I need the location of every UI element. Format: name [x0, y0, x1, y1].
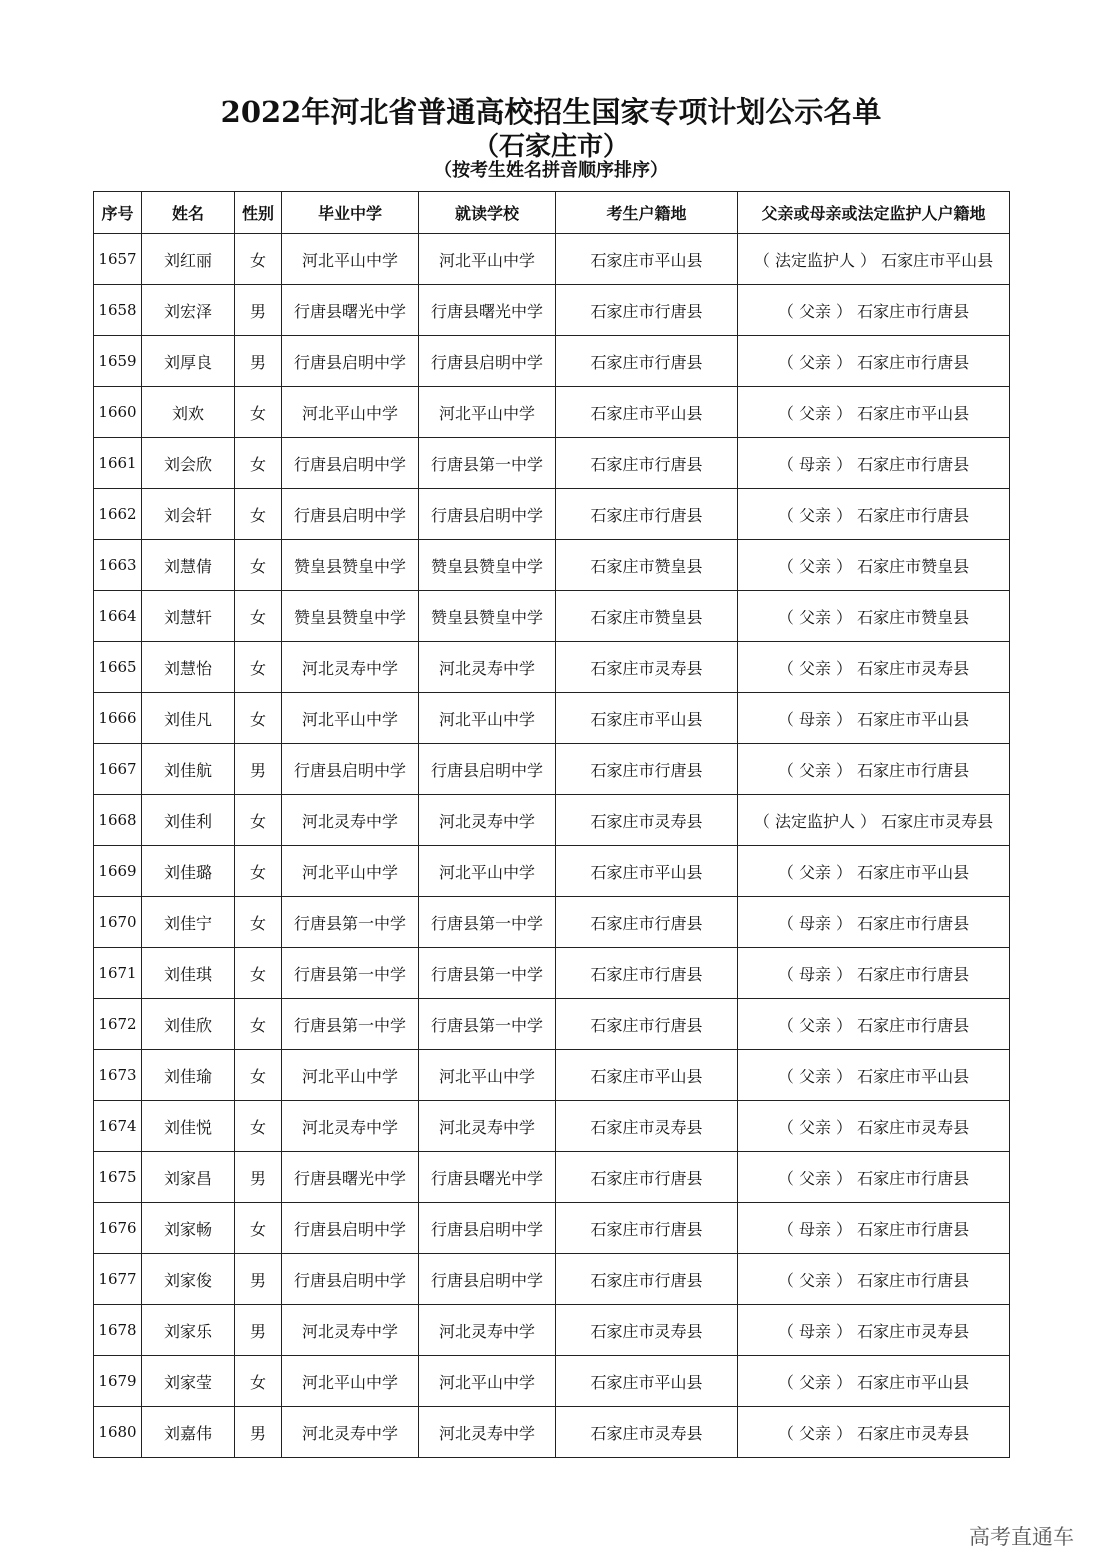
cell-gender: 女 [235, 438, 282, 489]
table-row [94, 642, 1010, 693]
cell-seq: 1658 [94, 285, 142, 336]
cell-current-school: 赞皇县赞皇中学 [419, 591, 556, 642]
cell-graduated-school: 行唐县第一中学 [282, 897, 419, 948]
column-header-gender: 性别 [235, 192, 282, 234]
cell-household: 石家庄市平山县 [556, 234, 738, 285]
cell-graduated-school: 河北灵寿中学 [282, 1305, 419, 1356]
cell-gender: 女 [235, 1101, 282, 1152]
cell-guardian-household: （ 父亲 ） 石家庄市行唐县 [738, 336, 1010, 387]
cell-current-school: 河北灵寿中学 [419, 795, 556, 846]
cell-seq: 1659 [94, 336, 142, 387]
cell-name: 刘家畅 [142, 1203, 235, 1254]
cell-name: 刘欢 [142, 387, 235, 438]
cell-current-school: 行唐县第一中学 [419, 897, 556, 948]
cell-name: 刘佳悦 [142, 1101, 235, 1152]
cell-seq: 1668 [94, 795, 142, 846]
cell-household: 石家庄市灵寿县 [556, 795, 738, 846]
table-row [94, 999, 1010, 1050]
cell-name: 刘嘉伟 [142, 1407, 235, 1458]
cell-name: 刘佳凡 [142, 693, 235, 744]
cell-graduated-school: 河北灵寿中学 [282, 1407, 419, 1458]
cell-gender: 女 [235, 234, 282, 285]
cell-seq: 1667 [94, 744, 142, 795]
table-row [94, 1356, 1010, 1407]
cell-gender: 男 [235, 1407, 282, 1458]
cell-seq: 1661 [94, 438, 142, 489]
cell-name: 刘佳航 [142, 744, 235, 795]
cell-current-school: 河北平山中学 [419, 1050, 556, 1101]
cell-guardian-household: （ 母亲 ） 石家庄市行唐县 [738, 948, 1010, 999]
cell-graduated-school: 河北平山中学 [282, 234, 419, 285]
cell-name: 刘佳琪 [142, 948, 235, 999]
cell-current-school: 行唐县第一中学 [419, 948, 556, 999]
column-header-name: 姓名 [142, 192, 235, 234]
cell-graduated-school: 行唐县曙光中学 [282, 1152, 419, 1203]
cell-graduated-school: 行唐县启明中学 [282, 744, 419, 795]
page-subtitle: （石家庄市） [472, 132, 629, 162]
table-row [94, 1152, 1010, 1203]
cell-guardian-household: （ 父亲 ） 石家庄市平山县 [738, 846, 1010, 897]
cell-name: 刘佳利 [142, 795, 235, 846]
cell-name: 刘慧倩 [142, 540, 235, 591]
cell-current-school: 行唐县启明中学 [419, 1254, 556, 1305]
cell-graduated-school: 行唐县第一中学 [282, 948, 419, 999]
cell-guardian-household: （ 父亲 ） 石家庄市行唐县 [738, 1152, 1010, 1203]
cell-guardian-household: （ 父亲 ） 石家庄市灵寿县 [738, 1407, 1010, 1458]
cell-household: 石家庄市灵寿县 [556, 1101, 738, 1152]
cell-seq: 1675 [94, 1152, 142, 1203]
cell-gender: 男 [235, 744, 282, 795]
table-row [94, 693, 1010, 744]
cell-guardian-household: （ 母亲 ） 石家庄市灵寿县 [738, 1305, 1010, 1356]
cell-name: 刘宏泽 [142, 285, 235, 336]
cell-seq: 1672 [94, 999, 142, 1050]
table-row [94, 897, 1010, 948]
cell-current-school: 行唐县启明中学 [419, 1203, 556, 1254]
table-row [94, 1305, 1010, 1356]
cell-household: 石家庄市平山县 [556, 1050, 738, 1101]
cell-household: 石家庄市赞皇县 [556, 540, 738, 591]
cell-seq: 1657 [94, 234, 142, 285]
cell-gender: 女 [235, 387, 282, 438]
cell-current-school: 行唐县曙光中学 [419, 1152, 556, 1203]
column-header-household: 考生户籍地 [556, 192, 738, 234]
cell-gender: 女 [235, 489, 282, 540]
cell-seq: 1665 [94, 642, 142, 693]
cell-guardian-household: （ 法定监护人 ） 石家庄市平山县 [738, 234, 1010, 285]
cell-household: 石家庄市行唐县 [556, 1203, 738, 1254]
cell-gender: 女 [235, 540, 282, 591]
cell-household: 石家庄市赞皇县 [556, 591, 738, 642]
cell-current-school: 行唐县第一中学 [419, 438, 556, 489]
cell-guardian-household: （ 母亲 ） 石家庄市行唐县 [738, 1203, 1010, 1254]
cell-gender: 女 [235, 1203, 282, 1254]
cell-name: 刘家俊 [142, 1254, 235, 1305]
cell-household: 石家庄市灵寿县 [556, 642, 738, 693]
cell-guardian-household: （ 父亲 ） 石家庄市平山县 [738, 1356, 1010, 1407]
cell-current-school: 河北灵寿中学 [419, 1101, 556, 1152]
cell-name: 刘家昌 [142, 1152, 235, 1203]
cell-household: 石家庄市行唐县 [556, 1254, 738, 1305]
cell-gender: 男 [235, 1254, 282, 1305]
cell-current-school: 河北平山中学 [419, 234, 556, 285]
cell-graduated-school: 河北平山中学 [282, 1050, 419, 1101]
cell-current-school: 河北灵寿中学 [419, 642, 556, 693]
table-row [94, 387, 1010, 438]
cell-seq: 1680 [94, 1407, 142, 1458]
cell-current-school: 赞皇县赞皇中学 [419, 540, 556, 591]
cell-name: 刘会轩 [142, 489, 235, 540]
cell-guardian-household: （ 父亲 ） 石家庄市平山县 [738, 387, 1010, 438]
column-header-graduated-school: 毕业中学 [282, 192, 419, 234]
cell-guardian-household: （ 母亲 ） 石家庄市行唐县 [738, 897, 1010, 948]
cell-household: 石家庄市行唐县 [556, 285, 738, 336]
cell-household: 石家庄市平山县 [556, 1356, 738, 1407]
cell-household: 石家庄市行唐县 [556, 999, 738, 1050]
cell-graduated-school: 行唐县启明中学 [282, 1254, 419, 1305]
cell-name: 刘红丽 [142, 234, 235, 285]
cell-household: 石家庄市平山县 [556, 846, 738, 897]
cell-seq: 1663 [94, 540, 142, 591]
table-row [94, 1050, 1010, 1101]
cell-guardian-household: （ 父亲 ） 石家庄市行唐县 [738, 285, 1010, 336]
cell-current-school: 河北灵寿中学 [419, 1305, 556, 1356]
cell-name: 刘慧轩 [142, 591, 235, 642]
cell-seq: 1673 [94, 1050, 142, 1101]
cell-graduated-school: 行唐县启明中学 [282, 336, 419, 387]
cell-gender: 女 [235, 999, 282, 1050]
cell-gender: 女 [235, 693, 282, 744]
cell-household: 石家庄市灵寿县 [556, 1305, 738, 1356]
table-row [94, 285, 1010, 336]
cell-gender: 男 [235, 1305, 282, 1356]
table-row [94, 438, 1010, 489]
cell-household: 石家庄市行唐县 [556, 948, 738, 999]
cell-seq: 1666 [94, 693, 142, 744]
cell-graduated-school: 河北灵寿中学 [282, 642, 419, 693]
cell-name: 刘佳宁 [142, 897, 235, 948]
cell-household: 石家庄市行唐县 [556, 1152, 738, 1203]
cell-current-school: 行唐县启明中学 [419, 744, 556, 795]
cell-graduated-school: 行唐县启明中学 [282, 1203, 419, 1254]
cell-current-school: 河北平山中学 [419, 846, 556, 897]
cell-gender: 男 [235, 285, 282, 336]
cell-graduated-school: 河北灵寿中学 [282, 1101, 419, 1152]
cell-guardian-household: （ 父亲 ） 石家庄市赞皇县 [738, 540, 1010, 591]
cell-name: 刘会欣 [142, 438, 235, 489]
table-row [94, 1254, 1010, 1305]
cell-guardian-household: （ 父亲 ） 石家庄市行唐县 [738, 744, 1010, 795]
cell-gender: 女 [235, 642, 282, 693]
cell-seq: 1671 [94, 948, 142, 999]
cell-graduated-school: 河北平山中学 [282, 693, 419, 744]
cell-household: 石家庄市行唐县 [556, 438, 738, 489]
column-header-current-school: 就读学校 [419, 192, 556, 234]
page-title: 2022年河北省普通高校招生国家专项计划公示名单 [220, 95, 882, 129]
cell-seq: 1677 [94, 1254, 142, 1305]
table-row [94, 234, 1010, 285]
cell-current-school: 河北平山中学 [419, 1356, 556, 1407]
cell-gender: 女 [235, 591, 282, 642]
cell-seq: 1662 [94, 489, 142, 540]
cell-graduated-school: 赞皇县赞皇中学 [282, 540, 419, 591]
cell-gender: 女 [235, 1356, 282, 1407]
cell-name: 刘佳璐 [142, 846, 235, 897]
cell-gender: 女 [235, 795, 282, 846]
cell-seq: 1674 [94, 1101, 142, 1152]
cell-current-school: 河北灵寿中学 [419, 1407, 556, 1458]
cell-household: 石家庄市平山县 [556, 387, 738, 438]
cell-seq: 1660 [94, 387, 142, 438]
cell-graduated-school: 行唐县曙光中学 [282, 285, 419, 336]
cell-current-school: 河北平山中学 [419, 387, 556, 438]
cell-graduated-school: 行唐县第一中学 [282, 999, 419, 1050]
cell-name: 刘家莹 [142, 1356, 235, 1407]
column-header-seq: 序号 [94, 192, 142, 234]
table-row [94, 948, 1010, 999]
cell-seq: 1679 [94, 1356, 142, 1407]
table-row [94, 591, 1010, 642]
cell-gender: 女 [235, 948, 282, 999]
cell-guardian-household: （ 父亲 ） 石家庄市行唐县 [738, 999, 1010, 1050]
cell-name: 刘佳瑜 [142, 1050, 235, 1101]
cell-current-school: 行唐县曙光中学 [419, 285, 556, 336]
cell-household: 石家庄市行唐县 [556, 744, 738, 795]
cell-graduated-school: 河北平山中学 [282, 846, 419, 897]
cell-household: 石家庄市行唐县 [556, 336, 738, 387]
table-row [94, 744, 1010, 795]
cell-guardian-household: （ 母亲 ） 石家庄市平山县 [738, 693, 1010, 744]
cell-guardian-household: （ 父亲 ） 石家庄市灵寿县 [738, 642, 1010, 693]
cell-gender: 女 [235, 1050, 282, 1101]
table-header-row [94, 192, 1010, 234]
cell-seq: 1670 [94, 897, 142, 948]
table-row [94, 540, 1010, 591]
cell-seq: 1676 [94, 1203, 142, 1254]
cell-current-school: 行唐县启明中学 [419, 489, 556, 540]
table-row [94, 1101, 1010, 1152]
table-row [94, 336, 1010, 387]
cell-graduated-school: 赞皇县赞皇中学 [282, 591, 419, 642]
sort-note: （按考生姓名拼音顺序排序） [434, 160, 668, 181]
table-row [94, 846, 1010, 897]
cell-household: 石家庄市行唐县 [556, 897, 738, 948]
cell-seq: 1678 [94, 1305, 142, 1356]
table-row [94, 795, 1010, 846]
column-header-guardian-household: 父亲或母亲或法定监护人户籍地 [738, 192, 1010, 234]
cell-name: 刘佳欣 [142, 999, 235, 1050]
cell-guardian-household: （ 父亲 ） 石家庄市平山县 [738, 1050, 1010, 1101]
cell-guardian-household: （ 母亲 ） 石家庄市行唐县 [738, 438, 1010, 489]
cell-graduated-school: 河北灵寿中学 [282, 795, 419, 846]
cell-graduated-school: 行唐县启明中学 [282, 438, 419, 489]
cell-current-school: 行唐县启明中学 [419, 336, 556, 387]
cell-name: 刘家乐 [142, 1305, 235, 1356]
table-row [94, 489, 1010, 540]
cell-graduated-school: 河北平山中学 [282, 1356, 419, 1407]
table-row [94, 1203, 1010, 1254]
cell-guardian-household: （ 法定监护人 ） 石家庄市灵寿县 [738, 795, 1010, 846]
cell-household: 石家庄市灵寿县 [556, 1407, 738, 1458]
watermark: 高考直通车 [969, 1525, 1074, 1549]
cell-current-school: 行唐县第一中学 [419, 999, 556, 1050]
cell-gender: 女 [235, 846, 282, 897]
cell-gender: 女 [235, 897, 282, 948]
roster-table [93, 191, 1010, 1458]
cell-household: 石家庄市平山县 [556, 693, 738, 744]
cell-gender: 男 [235, 336, 282, 387]
cell-name: 刘厚良 [142, 336, 235, 387]
cell-guardian-household: （ 父亲 ） 石家庄市行唐县 [738, 1254, 1010, 1305]
cell-current-school: 河北平山中学 [419, 693, 556, 744]
cell-guardian-household: （ 父亲 ） 石家庄市行唐县 [738, 489, 1010, 540]
table-row [94, 1407, 1010, 1458]
cell-household: 石家庄市行唐县 [556, 489, 738, 540]
cell-seq: 1664 [94, 591, 142, 642]
cell-guardian-household: （ 父亲 ） 石家庄市赞皇县 [738, 591, 1010, 642]
cell-name: 刘慧怡 [142, 642, 235, 693]
cell-seq: 1669 [94, 846, 142, 897]
cell-guardian-household: （ 父亲 ） 石家庄市灵寿县 [738, 1101, 1010, 1152]
cell-graduated-school: 行唐县启明中学 [282, 489, 419, 540]
cell-gender: 男 [235, 1152, 282, 1203]
cell-graduated-school: 河北平山中学 [282, 387, 419, 438]
